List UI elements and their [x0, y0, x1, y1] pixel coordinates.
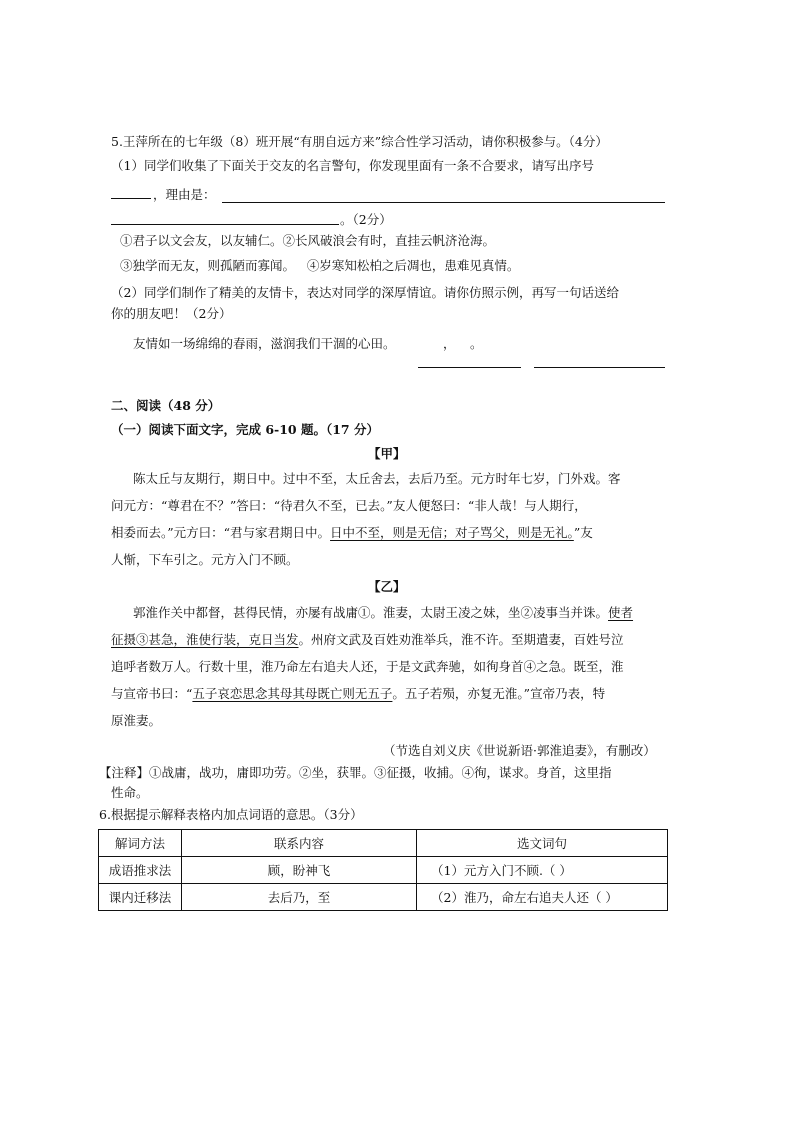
table-header-cell: 联系内容	[182, 830, 417, 857]
example-period: 。	[470, 336, 483, 351]
table-header-cell: 选文词句	[417, 830, 668, 857]
q5-part2-line-1: （2）同学们制作了精美的友情卡，表达对同学的深厚情谊。请你仿照示例，再写一句话送给	[111, 285, 619, 300]
section-2-subheading: （一）阅读下面文字，完成 6-10 题。（17 分）	[111, 422, 379, 437]
yi-underlined-start: 使者	[608, 605, 634, 620]
jia-line-3	[111, 524, 593, 542]
example-sentence: 友情如一场绵绵的春雨，滋润我们干涸的心田。	[133, 336, 396, 351]
q6-table	[98, 829, 668, 911]
jia-line-1: 陈太丘与友期行，期日中。过中不至，太丘舍去，去后乃至。元方时年七岁，门外戏。客	[133, 471, 621, 486]
jia-underlined-sentence: 日中不至，则是无信；对子骂父，则是无礼。	[330, 525, 574, 540]
yi-line-1	[133, 604, 633, 622]
example-comma: ，	[443, 336, 456, 351]
table-cell-answer[interactable]: （1）元方入门不顾.（ ）	[417, 857, 668, 884]
reason-label: ，理由是：	[153, 187, 216, 202]
yi-line-4-start: 与宣帝书曰：“	[111, 686, 193, 701]
quotes-line-2: ③独学而无友，则孤陋而寡闻。 ④岁寒知松柏之后凋也，患难见真情。	[120, 258, 520, 273]
q5-part2-line-2: 你的朋友吧！（2分）	[111, 306, 232, 321]
answer-blank-reason-2[interactable]	[111, 224, 339, 225]
table-header-cell: 解词方法	[99, 830, 182, 857]
yi-line-1-start: 郭淮作关中都督，甚得民情，亦屡有战庸①。淮妻，太尉王凌之妹，坐②凌事当并诛。	[133, 605, 609, 620]
table-row	[99, 857, 668, 884]
table-cell: 课内迁移法	[99, 884, 182, 911]
score-note: 。（2分）	[340, 212, 392, 227]
answer-blank-reason[interactable]	[222, 202, 665, 203]
yi-line-2-end: 。州府文武及百姓劝淮举兵，淮不许。至期遣妻，百姓号泣	[298, 632, 624, 647]
table-cell-answer[interactable]: （2）淮乃，命左右追夫人还（ ）	[417, 884, 668, 911]
jia-line-3-start: 相委而去。”元方曰：“君与家君期日中。	[111, 525, 331, 540]
quotes-line-1: ①君子以文会友，以友辅仁。②长风破浪会有时，直挂云帆济沧海。	[120, 233, 496, 248]
answer-blank-sentence-2[interactable]	[534, 367, 665, 368]
answer-blank-number[interactable]	[111, 198, 151, 199]
yi-line-4-end: 。五子若殒，亦复无淮。”宣帝乃表，特	[392, 686, 606, 701]
table-cell: 去后乃，至	[182, 884, 417, 911]
q6-title: 6.根据提示解释表格内加点词语的意思。（3分）	[99, 807, 363, 822]
q5-title: 5.王萍所在的七年级（8）班开展“有朋自远方来”综合性学习活动，请你积极参与。（4分）	[111, 134, 608, 149]
yi-line-3: 追呼者数万人。行数十里，淮乃命左右追夫人还，于是文武奔驰，如徇身首④之急。既至，淮	[111, 659, 624, 674]
q5-part1-prompt: （1）同学们收集了下面关于交友的名言警句，你发现里面有一条不合要求，请写出序号	[111, 158, 594, 173]
yi-underlined-sentence: 征摄③甚急，淮使行装，克日当发	[111, 632, 299, 647]
notes-line-1: 【注释】①战庸，战功，庸即功劳。②坐，获罪。③征摄，收捕。④徇，谋求。身首，这里指	[99, 765, 612, 780]
yi-underlined-punctuation-task: 五子哀恋思念其母其母既亡则无五子	[192, 686, 393, 701]
jia-line-2: 问元方：“尊君在不？”答曰：“待君久不至，已去。”友人便怒曰：“非人哉！与人期行，	[111, 498, 587, 513]
notes-line-2: 性命。	[111, 785, 149, 800]
yi-line-5: 原淮妻。	[111, 713, 162, 728]
table-header-row	[99, 830, 668, 857]
jia-line-3-end: ”友	[573, 525, 593, 540]
table-cell: 顾，盼神飞	[182, 857, 417, 884]
table-cell: 成语推求法	[99, 857, 182, 884]
passage-source: （节选自刘义庆《世说新语·郭淮追妻》，有删改）	[383, 743, 656, 758]
passage-jia-label: 【甲】	[368, 446, 406, 461]
yi-line-2	[111, 631, 624, 649]
section-2-heading: 二、阅读（48 分）	[111, 398, 221, 413]
table-row	[99, 884, 668, 911]
yi-line-4	[111, 685, 605, 703]
answer-blank-sentence-1[interactable]	[418, 367, 521, 368]
jia-line-4: 人惭，下车引之。元方入门不顾。	[111, 552, 299, 567]
passage-yi-label: 【乙】	[368, 579, 406, 594]
